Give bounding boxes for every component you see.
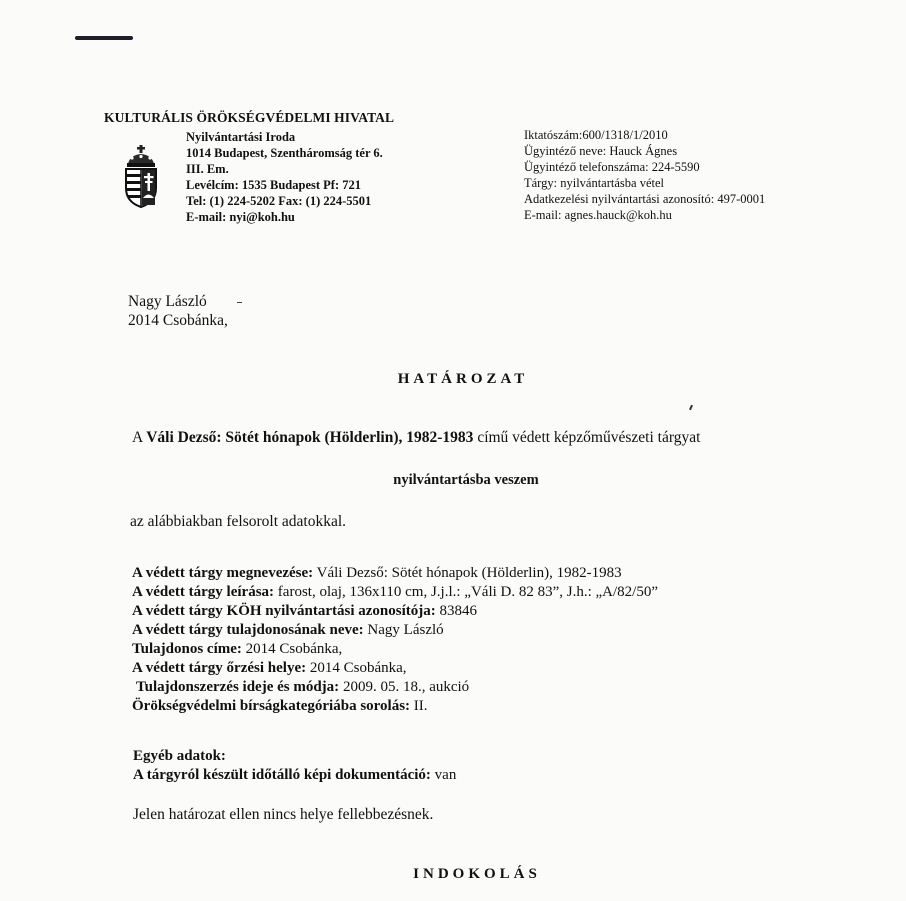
data-registry-id: Adatkezelési nyilvántartási azonosító: 497-0001 xyxy=(524,192,766,206)
decision-statement: nyilvántartásba veszem xyxy=(393,472,539,488)
office-phone-fax: Tel: (1) 224-5202 Fax: (1) 224-5501 xyxy=(186,194,372,208)
scan-tick xyxy=(689,405,693,410)
field-label: Tulajdonos címe: xyxy=(132,641,242,657)
other-data xyxy=(133,747,456,785)
addressee xyxy=(128,292,228,330)
intro-sentence xyxy=(132,429,700,447)
field-value: 83846 xyxy=(435,603,477,619)
field-value: 2009. 05. 18., aukció xyxy=(339,679,470,695)
field-row xyxy=(132,697,658,716)
addressee-name: Nagy László xyxy=(128,293,207,310)
office-postal: Levélcím: 1535 Budapest Pf: 721 xyxy=(186,178,361,192)
field-value: II. xyxy=(410,698,428,714)
field-label: Örökségvédelmi bírságkategóriába sorolás: xyxy=(132,698,411,714)
other-heading: Egyéb adatok: xyxy=(133,748,226,764)
case-officer: Ügyintéző neve: Hauck Ágnes xyxy=(524,144,678,158)
office-email: E-mail: nyi@koh.hu xyxy=(186,210,295,224)
field-value: farost, olaj, 136x110 cm, J.j.l.: „Váli D. 82 83”, J.h.: „A/82/50” xyxy=(274,584,659,600)
field-label: A védett tárgy tulajdonosának neve: xyxy=(132,622,364,638)
decision-title: HATÁROZAT xyxy=(397,371,529,387)
reference-number: Iktatószám:600/1318/1/2010 xyxy=(524,128,668,142)
field-row xyxy=(132,564,658,583)
field-label: A védett tárgy leírása: xyxy=(132,584,275,600)
other-label: A tárgyról készült időtálló képi dokumentáció: xyxy=(133,767,431,783)
office-address: 1014 Budapest, Szentháromság tér 6. xyxy=(186,146,383,160)
field-row xyxy=(132,602,658,621)
addressee-address: 2014 Csobánka, xyxy=(128,312,228,329)
subject: Tárgy: nyilvántartásba vétel xyxy=(524,176,664,190)
appeal-notice: Jelen határozat ellen nincs helye fellebbezésnek. xyxy=(133,806,434,823)
scan-mark xyxy=(75,36,133,40)
coat-of-arms-icon xyxy=(120,144,162,210)
intro-suffix: című védett képzőművészeti tárgyat xyxy=(473,429,701,446)
reference-block xyxy=(524,127,765,223)
office-floor: III. Em. xyxy=(186,162,229,176)
field-row xyxy=(132,621,658,640)
field-value: Nagy László xyxy=(363,622,444,638)
field-label: A védett tárgy KÖH nyilvántartási azonosítója: xyxy=(132,603,436,619)
field-value: 2014 Csobánka, xyxy=(241,641,343,657)
field-value: 2014 Csobánka, xyxy=(306,660,407,676)
field-list xyxy=(132,564,658,716)
reasoning-title: INDOKOLÁS xyxy=(413,866,541,882)
intro-work-title: Váli Dezső: Sötét hónapok (Hölderlin), 1982-1983 xyxy=(146,429,474,446)
field-label: A védett tárgy őrzési helye: xyxy=(132,660,307,676)
intro-prefix: A xyxy=(132,429,147,446)
case-officer-phone: Ügyintéző telefonszáma: 224-5590 xyxy=(524,160,700,174)
field-value: Váli Dezső: Sötét hónapok (Hölderlin), 1982-1983 xyxy=(313,565,622,581)
office-block xyxy=(186,129,383,225)
other-value: van xyxy=(430,767,457,783)
scan-dash xyxy=(237,302,242,303)
field-row xyxy=(132,583,658,602)
office-name: Nyilvántartási Iroda xyxy=(186,130,296,144)
field-label: Tulajdonszerzés ideje és módja: xyxy=(136,679,340,695)
field-row xyxy=(132,678,658,697)
below-text: az alábbiakban felsorolt adatokkal. xyxy=(130,513,347,530)
case-officer-email: E-mail: agnes.hauck@koh.hu xyxy=(524,208,672,222)
field-row xyxy=(132,659,658,678)
organization-name: KULTURÁLIS ÖRÖKSÉGVÉDELMI HIVATAL xyxy=(104,110,395,125)
field-label: A védett tárgy megnevezése: xyxy=(132,565,314,581)
field-row xyxy=(132,640,658,659)
